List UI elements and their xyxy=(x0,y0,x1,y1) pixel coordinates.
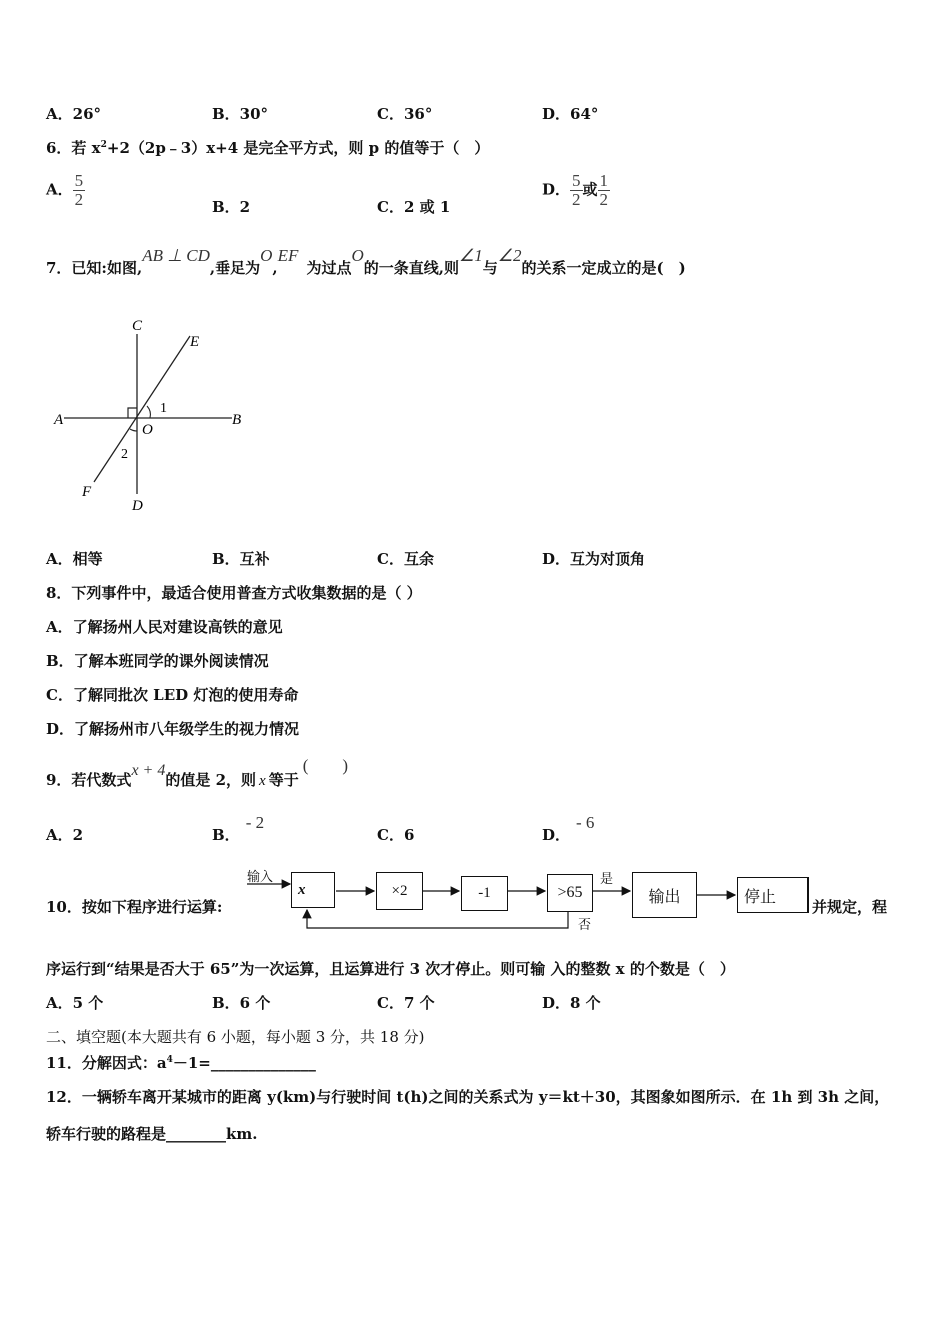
label-angle-2: 2 xyxy=(121,447,128,462)
fraction-five-halves: $\frac{5}{2}$ xyxy=(74,171,84,209)
label-o: O xyxy=(142,422,153,438)
q10-option-c: C．7 个 xyxy=(377,994,435,1012)
q10-option-d: D．8 个 xyxy=(542,994,601,1012)
q10-option-a: A．5 个 xyxy=(46,994,104,1012)
q6-stem: 6．若 $x^2+2(2p﹣3)x+4$ 是完全平方式，则 p 的值等于（ ） xyxy=(46,139,490,157)
q12-stem-line1: 12．一辆轿车离开某城市的距离 y(km)与行驶时间 t(h)之间的关系式为 y＝kt＋30，其图象如图所示．在 1h 到 3h 之间， xyxy=(46,1088,890,1106)
q8-option-d: D．了解扬州市八年级学生的视力情况 xyxy=(46,720,300,738)
q9-option-c: C．6 xyxy=(377,826,415,844)
q9-option-b: B．- 2 xyxy=(212,813,265,844)
q5-option-c: C．36° xyxy=(377,105,433,123)
q7-option-b: B．互补 xyxy=(212,550,270,568)
q9-stem: 9．若代数式x + 4的值是 2，则 x 等于( ) xyxy=(46,756,349,789)
q5-option-b: B．30° xyxy=(212,105,269,123)
q7-option-a: A．相等 xyxy=(46,550,103,568)
q8-stem: 8．下列事件中，最适合使用普查方式收集数据的是（ ） xyxy=(46,584,422,602)
q8-option-c: C．了解同批次 LED 灯泡的使用寿命 xyxy=(46,686,299,704)
flow-label-input: 输入 xyxy=(247,870,274,885)
line-ef xyxy=(94,336,190,482)
q7-stem: 7．已知:如图,AB ⊥ CD,垂足为O,EF为过点O的一条直线,则∠1与∠2的关系一定成立的是( ) xyxy=(46,246,686,277)
q6-option-a: A． $\frac{5}{2}$ xyxy=(46,171,84,209)
q10-stem-line2: 序运行到“结果是否大于 65”为一次运算，且运算进行 3 次才停止。则可输 入的整数 x 的个数是（ ） xyxy=(46,960,735,978)
q10-flowchart xyxy=(245,866,810,936)
angle-2-arc xyxy=(130,429,137,431)
q10-option-b: B．6 个 xyxy=(212,994,271,1012)
label-a: A xyxy=(54,412,64,428)
q8-option-b: B．了解本班同学的课外阅读情况 xyxy=(46,652,269,670)
q9-option-d: D．- 6 xyxy=(542,813,595,844)
label-d: D xyxy=(132,498,143,514)
label-c: C xyxy=(132,318,143,334)
label-e: E xyxy=(190,334,200,350)
q5-option-d: D．64° xyxy=(542,105,599,123)
label-b: B xyxy=(232,412,242,428)
section-heading-fill-in: 二、填空题(本大题共有 6 小题，每小题 3 分，共 18 分) xyxy=(46,1028,425,1046)
q6-option-b: B．2 xyxy=(212,198,251,216)
q8-option-a: A．了解扬州人民对建设高铁的意见 xyxy=(46,618,283,636)
flow-box-x: x xyxy=(291,872,335,908)
q7-option-d: D．互为对顶角 xyxy=(542,550,646,568)
q6-option-d: D． $\frac{5}{2}$ 或 $\frac{1}{2}$ xyxy=(542,171,609,209)
flow-label-yes: 是 xyxy=(600,872,614,887)
right-angle-mark xyxy=(128,408,137,418)
q11-stem: 11．分解因式：$a^4-1=\_\_\_\_\_\_\_\_\_\_\_\_\_\_$ xyxy=(46,1054,316,1072)
q6-option-c: C．2 或 1 xyxy=(377,198,451,216)
arrow-no-loop xyxy=(307,910,568,928)
flow-box-stop: 停止 xyxy=(737,877,809,913)
flow-box-times2: ×2 xyxy=(376,872,423,910)
q10-stem: 10．按如下程序进行运算: xyxy=(46,898,223,916)
q10-stem-tail: 并规定，程 xyxy=(812,898,888,916)
q7-option-c: C．互余 xyxy=(377,550,434,568)
q12-stem-line2: 轿车行驶的路程是________km. xyxy=(46,1125,258,1143)
q7-figure xyxy=(44,312,254,517)
label-f: F xyxy=(82,484,92,500)
flow-box-minus1: -1 xyxy=(461,876,508,911)
angle-1-arc xyxy=(147,406,150,418)
label-angle-1: 1 xyxy=(160,401,167,416)
flow-label-no: 否 xyxy=(578,918,592,933)
q5-option-a: A．26° xyxy=(46,105,102,123)
flow-box-gt65: >65 xyxy=(547,874,593,912)
q9-option-a: A．2 xyxy=(46,826,84,844)
flow-box-output: 输出 xyxy=(632,872,697,918)
